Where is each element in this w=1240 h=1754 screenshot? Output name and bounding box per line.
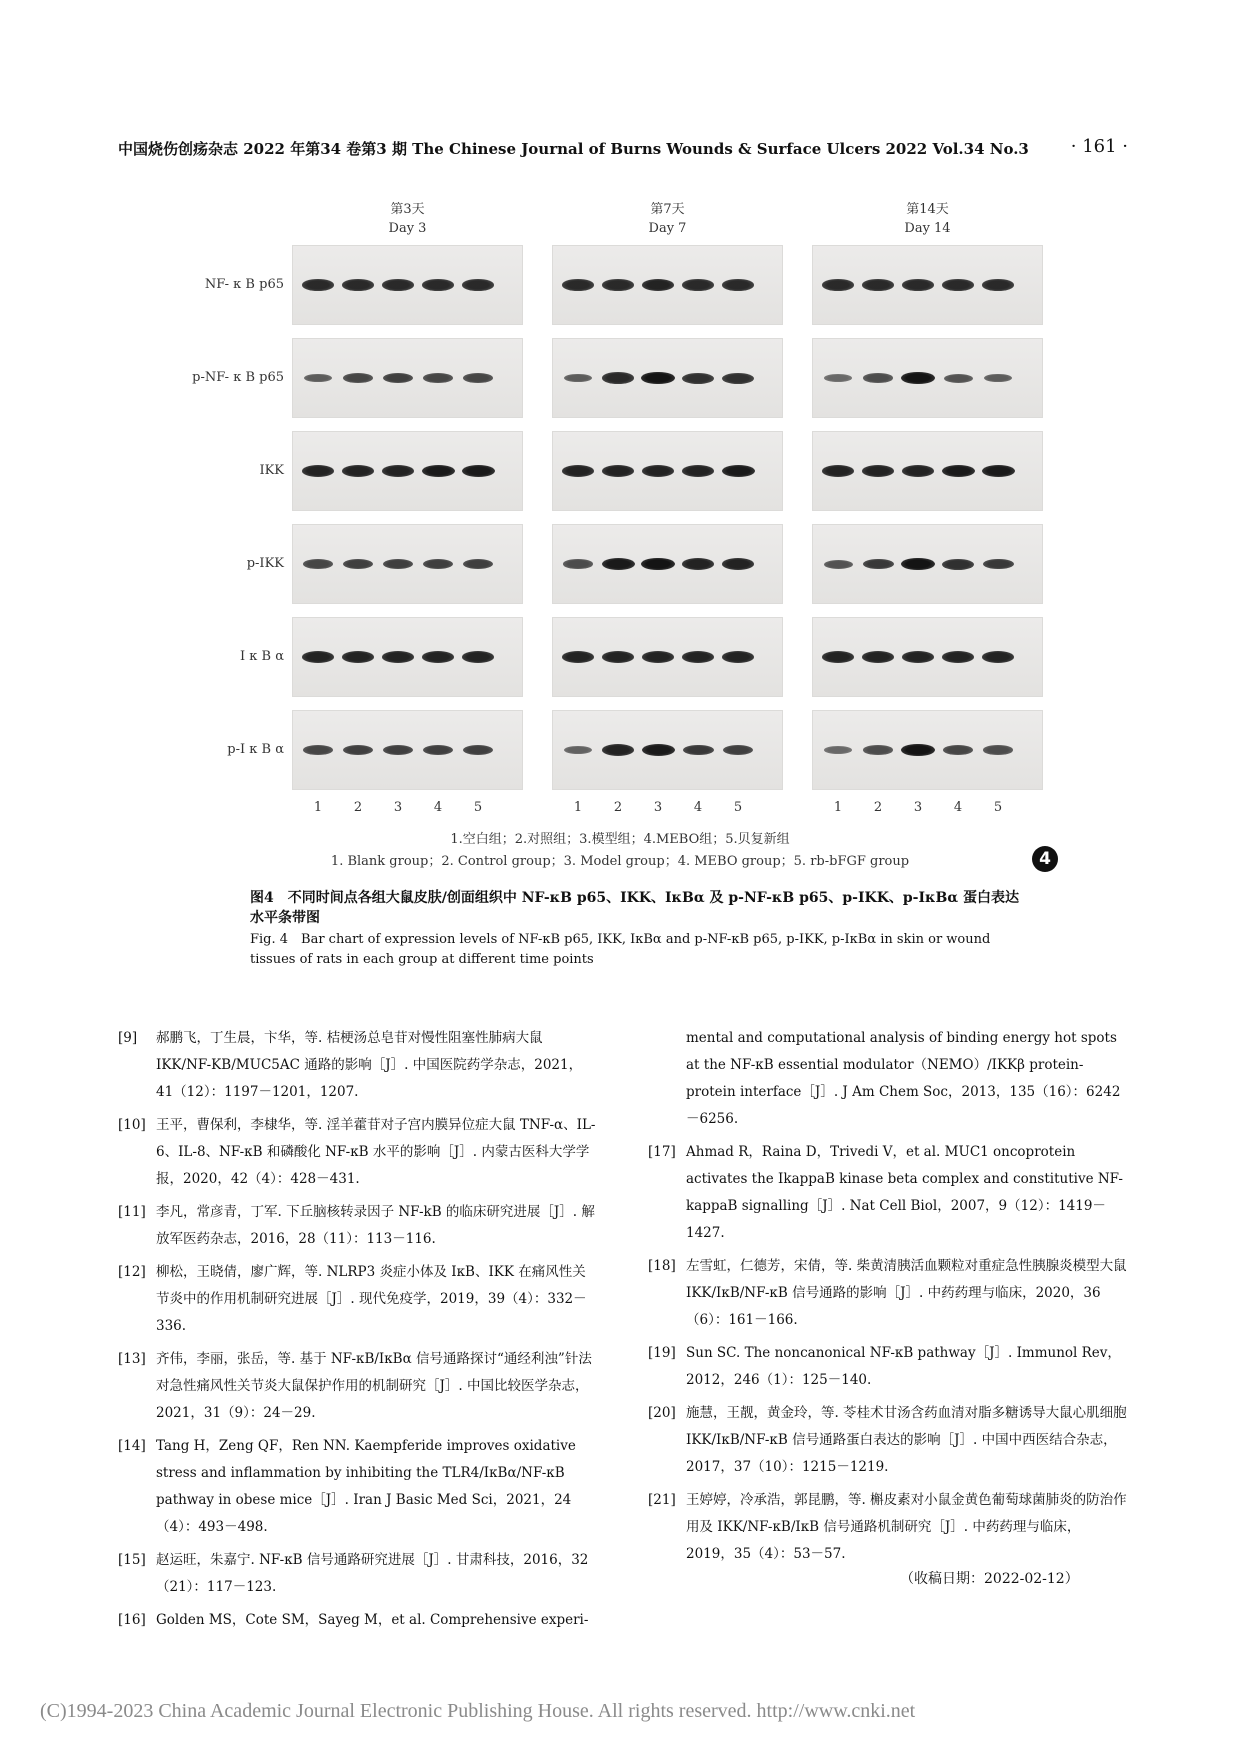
protein-band <box>902 465 935 477</box>
protein-band <box>342 651 375 663</box>
reference-number: [11] <box>118 1204 146 1220</box>
blot-panel <box>552 617 783 697</box>
protein-band <box>423 745 454 755</box>
protein-band <box>682 465 715 477</box>
protein-band <box>343 745 374 755</box>
blot-panel <box>552 710 783 790</box>
protein-band <box>722 465 755 477</box>
protein-band <box>423 559 454 569</box>
protein-band <box>303 745 333 755</box>
protein-band <box>902 651 935 663</box>
reference-number: [15] <box>118 1552 146 1568</box>
protein-band <box>822 465 855 477</box>
protein-band <box>463 745 494 755</box>
blot-panel <box>812 245 1043 325</box>
legend-en: 1. Blank group；2. Control group；3. Model group；4. MEBO group；5. rb-bFGF group <box>330 854 910 869</box>
protein-band <box>863 745 893 754</box>
protein-band <box>564 374 593 383</box>
protein-band <box>682 373 714 384</box>
reference-text: 柳松，王晓倩，廖广辉，等. NLRP3 炎症小体及 IκB、IKK 在痛风性关节炎中的作用机制研究进展［J］. 现代免疫学，2019，39（4）：332－336. <box>156 1264 587 1334</box>
protein-band <box>422 279 454 290</box>
lane-number: 1 <box>833 800 843 815</box>
protein-band <box>423 373 453 383</box>
reference-text: Sun SC. The noncanonical NF-κB pathway［J］. Immunol Rev，2012，246（1）：125－140. <box>686 1345 1121 1388</box>
blot-panel <box>552 338 783 418</box>
reference-item <box>118 1259 598 1340</box>
protein-band <box>901 744 935 757</box>
protein-band <box>902 279 934 290</box>
lane-number: 1 <box>573 800 583 815</box>
protein-band <box>982 465 1015 477</box>
protein-band <box>602 279 634 290</box>
blot-panel <box>552 524 783 604</box>
protein-band <box>683 745 714 756</box>
protein-band <box>382 651 415 663</box>
reference-text: Golden MS，Cote SM，Sayeg M，et al. Comprehensive experi- <box>156 1612 589 1628</box>
reference-text: 施慧，王靓，黄金玲，等. 苓桂术甘汤含药血清对脂多糖诱导大鼠心肌细胞 IKK/IκB/NF-κB 信号通路蛋白表达的影响［J］. 中国中西医结合杂志，2017，37（10）：1215－1219. <box>686 1405 1127 1475</box>
protein-band <box>863 373 893 382</box>
reference-number: [16] <box>118 1612 146 1628</box>
protein-band <box>422 465 455 477</box>
protein-band <box>944 374 973 383</box>
protein-band <box>642 465 675 477</box>
protein-band <box>564 746 592 754</box>
row-label: p-IKK <box>246 556 284 571</box>
blot-panel <box>292 524 523 604</box>
lane-number: 4 <box>433 800 443 815</box>
row-label: IKK <box>259 463 284 478</box>
reference-item <box>118 1547 598 1601</box>
protein-band <box>943 745 973 755</box>
column-title-en: Day 14 <box>904 221 951 236</box>
protein-band <box>824 746 852 754</box>
reference-list-left <box>118 1025 598 1640</box>
row-label: I κ B α <box>240 649 284 664</box>
reference-number: [13] <box>118 1351 146 1367</box>
protein-band <box>982 279 1014 290</box>
protein-band <box>302 651 335 663</box>
protein-band <box>342 465 375 477</box>
protein-band <box>723 745 754 755</box>
reference-item <box>118 1199 598 1253</box>
figure-number-badge: 4 <box>1032 846 1058 872</box>
blot-panel <box>292 617 523 697</box>
lane-number: 3 <box>913 800 923 815</box>
protein-band <box>304 374 333 383</box>
reference-number: [14] <box>118 1438 146 1454</box>
protein-band <box>983 745 1013 754</box>
protein-band <box>342 279 374 290</box>
protein-band <box>602 558 635 570</box>
protein-band <box>722 373 754 384</box>
lane-number: 2 <box>873 800 883 815</box>
protein-band <box>383 373 414 383</box>
reference-number: [18] <box>648 1258 676 1274</box>
protein-band <box>862 279 894 290</box>
blot-panel <box>812 431 1043 511</box>
reference-text: 李凡，常彦青，丁军. 下丘脑核转录因子 NF-kB 的临床研究进展［J］. 解放军医药杂志，2016，28（11）：113－116. <box>156 1204 595 1247</box>
lane-number: 4 <box>953 800 963 815</box>
row-label: NF- κ B p65 <box>204 277 284 292</box>
reference-text: mental and computational analysis of binding energy hot spots at the NF-κB essential modulator（NEMO）/IKKβ protein-protein interface［J］. J Am Chem Soc，2013，135（16）：6242－6256. <box>686 1030 1121 1127</box>
protein-band <box>722 558 755 570</box>
protein-band <box>343 373 373 383</box>
protein-band <box>302 279 334 290</box>
reference-item <box>648 1253 1128 1334</box>
lane-number: 2 <box>613 800 623 815</box>
figure-caption-en: Fig. 4 Bar chart of expression levels of NF-κB p65, IKK, IκBα and p-NF-κB p65, p-IKK, p-IκBα in skin or wound tissues of rats in each group at different time points <box>250 932 991 967</box>
protein-band <box>983 559 1014 570</box>
blot-panel <box>292 338 523 418</box>
column-title-2 <box>552 200 783 238</box>
reference-item <box>648 1139 1128 1247</box>
lane-number: 3 <box>393 800 403 815</box>
protein-band <box>942 279 974 290</box>
column-title-1 <box>292 200 523 238</box>
protein-band <box>383 559 414 569</box>
protein-band <box>562 279 594 290</box>
protein-band <box>982 651 1015 663</box>
protein-band <box>642 651 675 663</box>
protein-band <box>642 279 675 291</box>
protein-band <box>302 465 335 477</box>
reference-number: [9] <box>118 1030 138 1046</box>
protein-band <box>863 559 894 570</box>
protein-band <box>641 372 675 385</box>
reference-number: [12] <box>118 1264 146 1280</box>
reference-text: 赵运旺，朱嘉宁. NF-κB 信号通路研究进展［J］. 甘肃科技，2016，32（21）：117－123. <box>156 1552 589 1595</box>
column-title-en: Day 7 <box>648 221 687 236</box>
row-label: p-I κ B α <box>227 742 284 757</box>
protein-band <box>602 465 635 477</box>
lane-number: 4 <box>693 800 703 815</box>
reference-number: [21] <box>648 1492 676 1508</box>
protein-band <box>822 279 854 290</box>
protein-band <box>862 465 895 477</box>
reference-item <box>648 1025 1128 1133</box>
protein-band <box>682 651 715 663</box>
copyright-footer: (C)1994-2023 China Academic Journal Electronic Publishing House. All rights reserved. http://www.cnki.net <box>40 1700 916 1722</box>
protein-band <box>602 372 634 383</box>
column-title-3 <box>812 200 1043 238</box>
blot-panel <box>812 338 1043 418</box>
running-header <box>118 138 1128 159</box>
protein-band <box>942 559 974 570</box>
protein-band <box>382 465 415 477</box>
protein-band <box>383 745 414 755</box>
protein-band <box>422 651 455 663</box>
blot-panel <box>812 710 1043 790</box>
reference-item <box>118 1112 598 1193</box>
blot-panel <box>812 524 1043 604</box>
reference-number: [10] <box>118 1117 146 1133</box>
reference-text: 齐伟，李丽，张岳，等. 基于 NF-κB/IκBα 信号通路探讨“通经利浊”针法对急性痛风性关节炎大鼠保护作用的机制研究［J］. 中国比较医学杂志，2021，31（9）：24－29. <box>156 1351 592 1421</box>
protein-band <box>901 372 935 385</box>
protein-band <box>642 744 675 756</box>
protein-band <box>984 374 1013 383</box>
protein-band <box>824 560 853 569</box>
protein-band <box>682 558 715 570</box>
lane-number: 3 <box>653 800 663 815</box>
protein-band <box>682 279 714 290</box>
header-journal-title: 中国烧伤创疡杂志 2022 年第34 卷第3 期 The Chinese Journal of Burns Wounds & Surface Ulcers 2022 Vol.34 No.3 <box>118 140 1029 158</box>
reference-number: [19] <box>648 1345 676 1361</box>
reference-item <box>648 1400 1128 1481</box>
protein-band <box>602 651 635 663</box>
reference-item <box>648 1487 1128 1568</box>
protein-band <box>463 373 493 383</box>
protein-band <box>722 279 754 290</box>
reference-text: 左雪虹，仁德芳，宋倩，等. 柴黄清胰活血颗粒对重症急性胰腺炎模型大鼠 IKK/IκB/NF-κB 信号通路的影响［J］. 中药药理与临床，2020，36（6）：161－166. <box>686 1258 1127 1328</box>
blot-panel <box>292 710 523 790</box>
received-date: （收稿日期：2022-02-12） <box>900 1571 1079 1587</box>
protein-band <box>462 651 495 663</box>
protein-band <box>824 374 852 382</box>
column-title-zh: 第14天 <box>906 202 949 217</box>
blot-panel <box>552 431 783 511</box>
protein-band <box>562 465 595 477</box>
protein-band <box>641 558 675 571</box>
reference-text: 王婷婷，冷承浩，郭昆鹏，等. 槲皮素对小鼠金黄色葡萄球菌肺炎的防治作用及 IKK/NF-κB/IκB 信号通路机制研究［J］. 中药药理与临床，2019，35（4）：53－57. <box>686 1492 1127 1562</box>
reference-number: [17] <box>648 1144 676 1160</box>
blot-panel <box>552 245 783 325</box>
protein-band <box>602 744 635 756</box>
reference-text: Tang H，Zeng QF，Ren NN. Kaempferide improves oxidative stress and inflammation by inhibiting the TLR4/IκBα/NF-κB pathway in obese mice［J］. Iran J Basic Med Sci，2021，24（4）：493－498. <box>156 1438 576 1535</box>
lane-number: 5 <box>993 800 1003 815</box>
page-number: · 161 · <box>1070 136 1128 157</box>
protein-band <box>382 279 414 290</box>
reference-number: [20] <box>648 1405 676 1421</box>
lane-number: 2 <box>353 800 363 815</box>
protein-band <box>822 651 855 663</box>
protein-band <box>942 465 975 477</box>
row-label: p-NF- κ B p65 <box>192 370 284 385</box>
protein-band <box>463 559 494 569</box>
reference-item <box>118 1607 598 1634</box>
lane-number: 5 <box>733 800 743 815</box>
column-title-zh: 第3天 <box>390 202 425 217</box>
protein-band <box>462 279 494 290</box>
column-title-en: Day 3 <box>388 221 427 236</box>
reference-item <box>118 1025 598 1106</box>
reference-item <box>118 1433 598 1541</box>
blot-panel <box>812 617 1043 697</box>
protein-band <box>942 651 975 663</box>
protein-band <box>462 465 495 477</box>
reference-item <box>648 1340 1128 1394</box>
reference-text: Ahmad R，Raina D，Trivedi V，et al. MUC1 oncoprotein activates the IkappaB kinase beta complex and constitutive NF-kappaB signalling［J］. Nat Cell Biol，2007，9（12）：1419－1427. <box>686 1144 1123 1241</box>
protein-band <box>303 559 333 569</box>
reference-list-right <box>648 1025 1128 1574</box>
column-title-zh: 第7天 <box>650 202 685 217</box>
lane-number: 1 <box>313 800 323 815</box>
reference-text: 郝鹏飞，丁生晨，卞华，等. 桔梗汤总皂苷对慢性阻塞性肺病大鼠 IKK/NF-KB/MUC5AC 通路的影响［J］. 中国医院药学杂志，2021，41（12）：1197－1201，1207. <box>156 1030 583 1100</box>
protein-band <box>563 559 593 568</box>
lane-number: 5 <box>473 800 483 815</box>
blot-panel <box>292 245 523 325</box>
blot-panel <box>292 431 523 511</box>
figure-caption-zh: 图4 不同时间点各组大鼠皮肤/创面组织中 NF-κB p65、IKK、IκBα 及 p-NF-κB p65、p-IKK、p-IκBα 蛋白表达水平条带图 <box>250 890 1019 926</box>
protein-band <box>562 651 595 663</box>
protein-band <box>862 651 895 663</box>
protein-band <box>901 558 935 571</box>
protein-band <box>343 559 374 569</box>
reference-item <box>118 1346 598 1427</box>
reference-text: 王平，曹保利，李棣华，等. 淫羊藿苷对子宫内膜异位症大鼠 TNF-α、IL-6、IL-8、NF-κB 和磷酸化 NF-κB 水平的影响［J］. 内蒙古医科大学学报，2020，42（4）：428－431. <box>156 1117 596 1187</box>
legend-zh: 1.空白组；2.对照组；3.模型组；4.MEBO组；5.贝复新组 <box>450 832 790 847</box>
protein-band <box>722 651 755 663</box>
